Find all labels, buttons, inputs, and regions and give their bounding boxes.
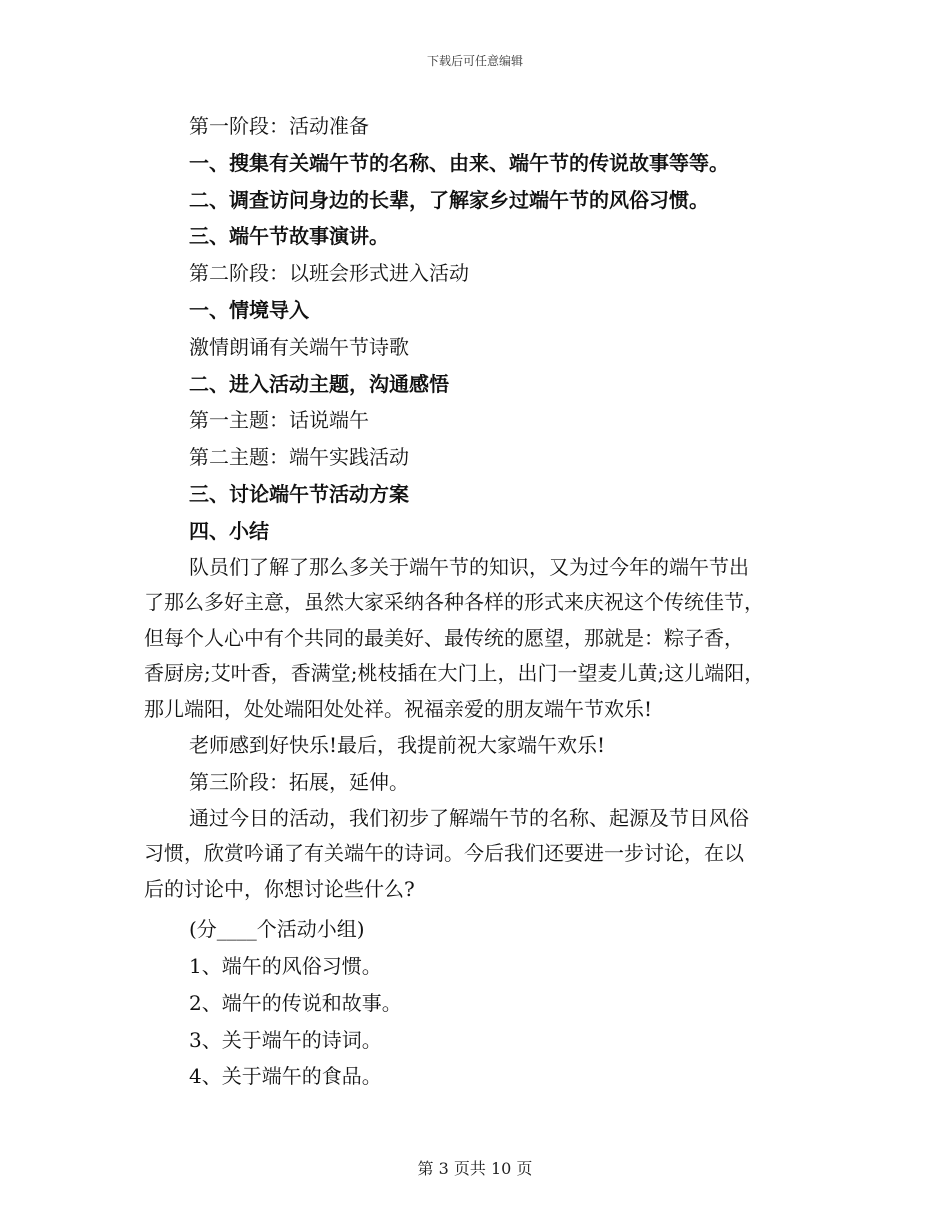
paragraph-line: 习惯，欣赏吟诵了有关端午的诗词。今后我们还要进一步讨论，在以 [144, 841, 744, 866]
text-line-bold: 三、端午节故事演讲。 [189, 224, 389, 249]
paragraph-line: 香厨房;艾叶香，香满堂;桃枝插在大门上，出门一望麦儿黄;这儿端阳， [144, 661, 765, 686]
text-line-bold: 三、讨论端午节活动方案 [189, 481, 409, 506]
text-line-bold: 四、小结 [189, 518, 269, 543]
paragraph-line: 了那么多好主意，虽然大家采纳各种各样的形式来庆祝这个传统佳节， [144, 590, 764, 615]
text-line: 第一阶段：活动准备 [189, 114, 369, 138]
page-footer: 第 3 页共 10 页 [417, 1159, 533, 1178]
text-line-bold: 二、进入活动主题，沟通感悟 [189, 371, 449, 396]
list-item: 2、端午的传说和故事。 [189, 990, 402, 1015]
extension-paragraph [144, 801, 824, 908]
text-line: 激情朗诵有关端午节诗歌 [189, 334, 409, 359]
text-line-bold: 二、调查访问身边的长辈，了解家乡过端午节的风俗习惯。 [189, 187, 709, 212]
text-line: 第二主题：端午实践活动 [189, 445, 409, 470]
list-item: 4、关于端午的食品。 [189, 1064, 382, 1089]
paragraph-line: 那儿端阳，处处端阳处处祥。祝福亲爱的朋友端午节欢乐! [144, 696, 653, 721]
text-line: 第三阶段：拓展，延伸。 [189, 769, 409, 794]
list-item: 1、端午的风俗习惯。 [189, 953, 382, 978]
text-line: 第一主题：话说端午 [189, 408, 369, 433]
list-item: 3、关于端午的诗词。 [189, 1027, 382, 1052]
text-line: 第二阶段：以班会形式进入活动 [189, 261, 469, 286]
text-line: (分____个活动小组) [189, 917, 365, 942]
page-header: 下载后可任意编辑 [426, 54, 523, 68]
paragraph-line: 但每个人心中有个共同的最美好、最传统的愿望，那就是：粽子香， [144, 625, 744, 650]
document-body [144, 108, 824, 1095]
summary-paragraph [144, 550, 824, 728]
paragraph-line: 后的讨论中，你想讨论些什么? [144, 876, 415, 901]
paragraph-line: 通过今日的活动，我们初步了解端午节的名称、起源及节日风俗 [189, 805, 749, 830]
paragraph-line: 队员们了解了那么多关于端午节的知识，又为过今年的端午节出 [189, 554, 749, 579]
text-line: 老师感到好快乐!最后，我提前祝大家端午欢乐! [189, 733, 606, 758]
text-line-bold: 一、情境导入 [189, 297, 309, 322]
text-line-bold: 一、搜集有关端午节的名称、由来、端午节的传说故事等等。 [189, 150, 729, 175]
